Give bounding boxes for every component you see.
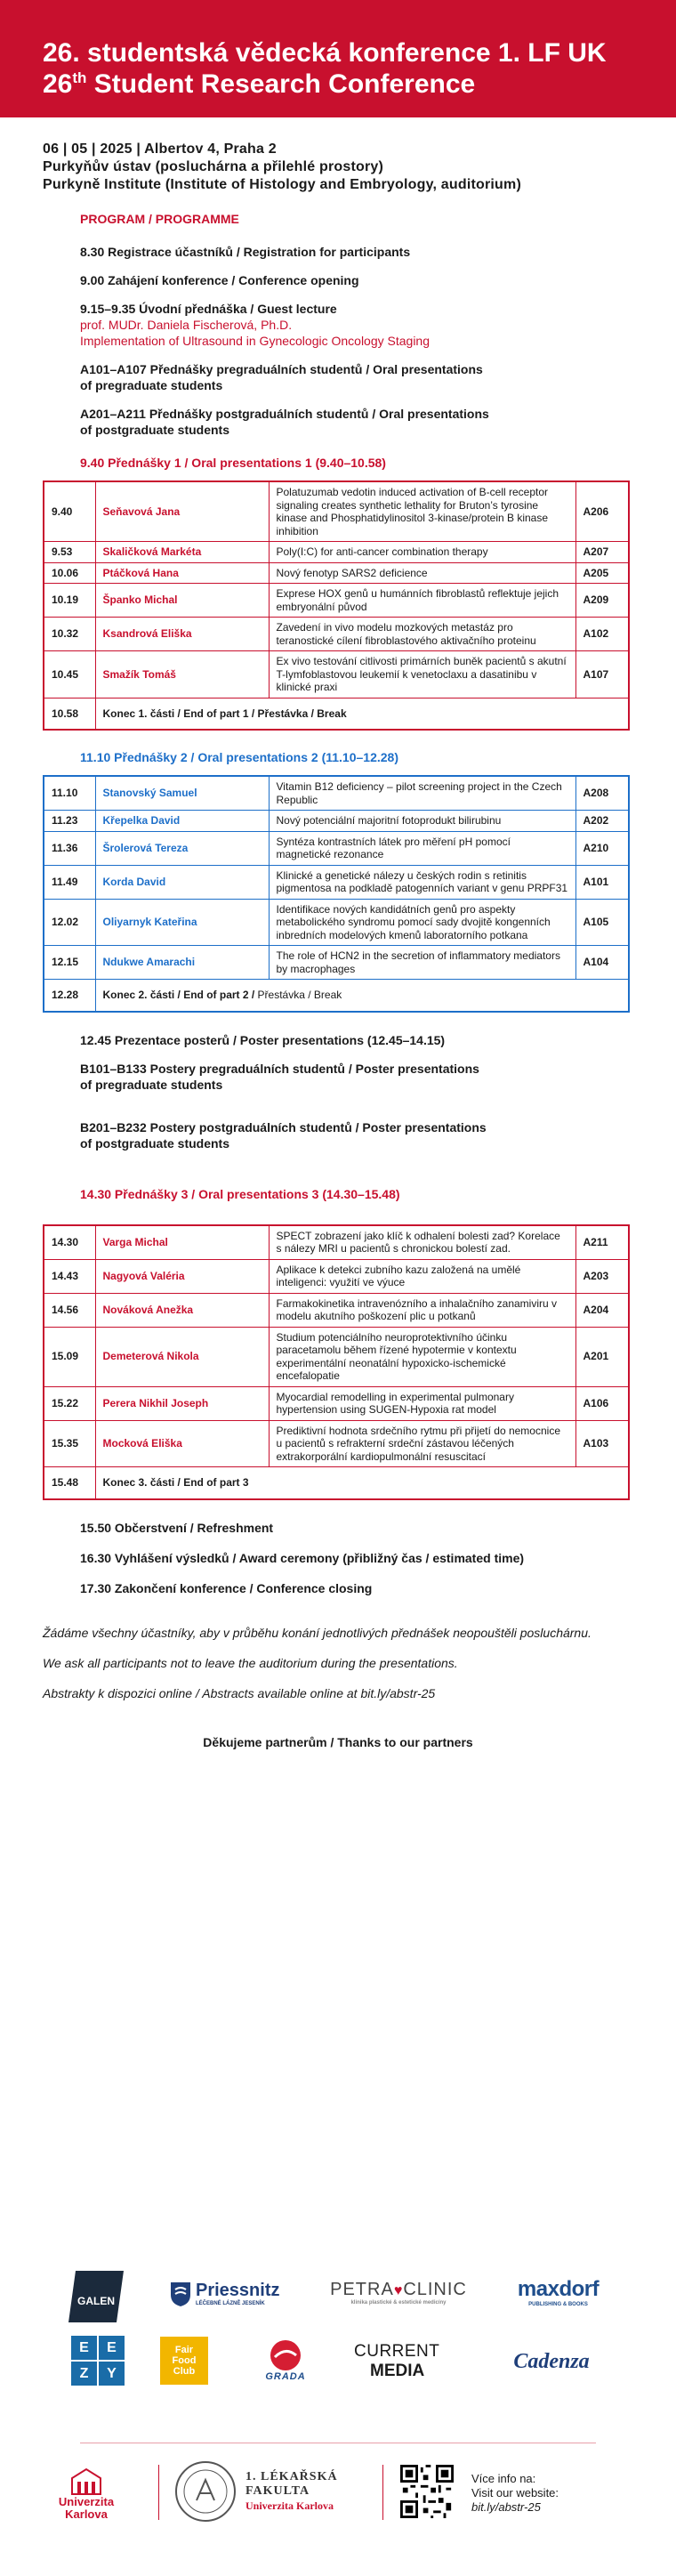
a-pregrad-line2: of pregraduate students	[80, 378, 223, 392]
a-pregrad-line1: A101–A107 Přednášky pregraduálních studentů / Oral presentations	[80, 362, 483, 376]
guest-lecture-title: 9.15–9.35 Úvodní přednáška / Guest lecture	[80, 302, 337, 316]
talk-time: 9.40	[44, 481, 95, 542]
grada-logo	[254, 2335, 317, 2386]
current-media-logo	[354, 2338, 461, 2385]
eezy-logo	[71, 2336, 125, 2386]
session-end-time: 15.48	[44, 1467, 95, 1499]
talk-title: Polatuzumab vedotin induced activation of B-cell receptor signaling creates synthetic lethality for Bruton’s tyrosine kinase and Phosphatidylinositol 3-kinase/protein B kinase inhibition	[269, 481, 575, 542]
refreshment: 15.50 Občerstvení / Refreshment	[80, 1520, 274, 1535]
website-info	[471, 2472, 559, 2515]
talk-time: 14.56	[44, 1293, 95, 1327]
partner-logos	[0, 2242, 676, 2420]
website-link[interactable]: bit.ly/abstr-25	[471, 2500, 541, 2514]
schedule-row	[44, 831, 629, 865]
maxdorf-logo	[503, 2274, 614, 2310]
b-postgrad-line2: of postgraduate students	[80, 1135, 230, 1151]
b-pregrad-line2: of pregraduate students	[80, 1077, 223, 1092]
talk-title: Nový fenotyp SARS2 deficience	[269, 562, 575, 584]
talk-title: Vitamin B12 deficiency – pilot screening project in the Czech Republic	[269, 776, 575, 811]
presenter-name: Nováková Anežka	[95, 1293, 269, 1327]
faculty-seal-icon	[174, 2460, 237, 2523]
session-end-row	[44, 980, 629, 1012]
abstract-code: A101	[575, 865, 629, 899]
schedule-row	[44, 584, 629, 618]
talk-title: Prediktivní hodnota srdečního rytmu při přijetí do nemocnice u pacientů s refrakterní srdeční zástavou léčených extrakorporální kardiopulmonální resuscitací	[269, 1420, 575, 1467]
talk-time: 10.06	[44, 562, 95, 584]
talk-title: Exprese HOX genů u humánních fibroblastů reflektuje jejich embryonální původ	[269, 584, 575, 618]
b-pregrad	[80, 1061, 633, 1093]
first-faculty-logo	[174, 2459, 379, 2524]
schedule-row	[44, 542, 629, 563]
schedule-row	[44, 481, 629, 542]
schedule-row	[44, 1225, 629, 1260]
a-postgrad	[80, 406, 633, 438]
a-postgrad-line1: A201–A211 Přednášky postgraduálních studentů / Oral presentations	[80, 407, 489, 421]
partners-title: Děkujeme partnerům / Thanks to our partners	[203, 1734, 473, 1749]
uk-text-2: Karlova	[65, 2507, 108, 2521]
title-en-rest: Student Research Conference	[86, 69, 476, 99]
media-text: MEDIA	[370, 2362, 425, 2380]
schedule-row	[44, 1259, 629, 1293]
schedule-row	[44, 1386, 629, 1420]
schedule-row	[44, 1420, 629, 1467]
abstract-code: A204	[575, 1293, 629, 1327]
session3-table	[43, 1224, 630, 1500]
talk-time: 15.35	[44, 1420, 95, 1467]
award-ceremony: 16.30 Vyhlášení výsledků / Award ceremony (přibližný čas / estimated time)	[80, 1550, 525, 1565]
programme-title: PROGRAM / PROGRAMME	[80, 212, 239, 226]
current-text: CURRENT	[354, 2342, 440, 2361]
talk-title: Farmakokinetika intravenózního a inhalačního zanamiviru v modelu akutního poškození plic u potkanů	[269, 1293, 575, 1327]
footer	[0, 2456, 676, 2536]
galen-text: GALEN	[77, 2295, 115, 2307]
session-end-time: 10.58	[44, 698, 95, 730]
schedule-row	[44, 562, 629, 584]
fair-food-club-logo: Fair Food Club	[160, 2337, 208, 2385]
abstract-code: A202	[575, 811, 629, 832]
closing-section	[0, 1520, 676, 1596]
a-postgrad-line2: of postgraduate students	[80, 423, 230, 437]
posters-section	[0, 1032, 676, 1201]
abstract-code: A209	[575, 584, 629, 618]
presenter-name: Demeterová Nikola	[95, 1327, 269, 1386]
session-end-label	[95, 698, 629, 730]
header-banner	[0, 0, 676, 117]
uk-text-1: Univerzita	[58, 2495, 115, 2508]
registration: 8.30 Registrace účastníků / Registration for participants	[80, 245, 411, 259]
talk-title: Poly(I:C) for anti-cancer combination therapy	[269, 542, 575, 563]
charles-university-logo	[46, 2461, 126, 2525]
presenter-name: Varga Michal	[95, 1225, 269, 1260]
priessnitz-shield-icon	[169, 2281, 192, 2307]
presenter-name: Křepelka David	[95, 811, 269, 832]
talk-time: 11.10	[44, 776, 95, 811]
venue-info	[0, 117, 676, 194]
presenter-name: Oliyarnyk Kateřina	[95, 899, 269, 946]
presenter-name: Seňavová Jana	[95, 481, 269, 542]
website-label-en: Visit our website:	[471, 2486, 559, 2499]
abstract-code: A103	[575, 1420, 629, 1467]
talk-time: 15.22	[44, 1386, 95, 1420]
session2-heading	[0, 750, 676, 764]
qr-code[interactable]	[398, 2463, 455, 2520]
eezy-letter: Y	[99, 2362, 125, 2386]
venue-cz: Purkyňův ústav (posluchárna a přilehlé prostory)	[43, 159, 384, 174]
abstract-code: A102	[575, 618, 629, 651]
abstract-code: A105	[575, 899, 629, 946]
presenter-name: Smažík Tomáš	[95, 651, 269, 699]
talk-title: Syntéza kontrastních látek pro měření pH pomocí magnetické rezonance	[269, 831, 575, 865]
presenter-name: Ptáčková Hana	[95, 562, 269, 584]
maxdorf-subtext: PUBLISHING & BOOKS	[528, 2302, 588, 2307]
session3-title: 14.30 Přednášky 3 / Oral presentations 3 (14.30–15.48)	[80, 1186, 400, 1201]
talk-time: 11.49	[44, 865, 95, 899]
talk-time: 14.30	[44, 1225, 95, 1260]
session1-title: 9.40 Přednášky 1 / Oral presentations 1 (9.40–10.58)	[80, 456, 386, 470]
talk-title: Zavedení in vivo modelu mozkových metastáz pro teranostické cílení fibroblastového aktivačního proteinu	[269, 618, 575, 651]
b-postgrad-line1: B201–B232 Postery postgraduálních studentů / Poster presentations	[80, 1119, 487, 1135]
schedule-row	[44, 811, 629, 832]
note-online: Abstrakty k dispozici online / Abstracts available online at bit.ly/abstr-25	[43, 1685, 436, 1700]
presenter-name: Nagyová Valéria	[95, 1259, 269, 1293]
grada-text: GRADA	[265, 2371, 306, 2382]
talk-title: Ex vivo testování citlivosti primárních buněk pacientů s akutní T-lymfoblastovou leukemií k venetoclaxu a dasatinibu v klinické praxi	[269, 651, 575, 699]
abstract-code: A208	[575, 776, 629, 811]
session-end-text: Konec 3. části / End of part 3	[102, 1476, 249, 1489]
date-location: 06 | 05 | 2025 | Albertov 4, Praha 2	[43, 141, 277, 157]
talk-time: 10.32	[44, 618, 95, 651]
a-pregrad	[80, 361, 633, 393]
talk-title: Myocardial remodelling in experimental pulmonary hypertension using SUGEN-Hypoxia rat model	[269, 1386, 575, 1420]
abstract-code: A205	[575, 562, 629, 584]
schedule-row	[44, 865, 629, 899]
cadenza-text: Cadenza	[513, 2349, 590, 2373]
grada-icon	[270, 2339, 302, 2371]
schedule-row	[44, 899, 629, 946]
abstract-code: A211	[575, 1225, 629, 1260]
abstract-code: A207	[575, 542, 629, 563]
title-cz: 26. studentská vědecká konference 1. LF UK	[43, 38, 607, 68]
note-cz: Žádáme všechny účastníky, aby v průběhu konání jednotlivých přednášek neopouštěli posluchárnu.	[43, 1625, 592, 1640]
talk-title: Klinické a genetické nálezy u českých rodin s retinitis pigmentosa na podkladě patogenních variant v genu PRPF31	[269, 865, 575, 899]
eezy-letter: E	[71, 2336, 97, 2360]
schedule-row	[44, 1293, 629, 1327]
eezy-letter: E	[99, 2336, 125, 2360]
presenter-name: Skaličková Markéta	[95, 542, 269, 563]
talk-time: 12.15	[44, 946, 95, 980]
galen-logo	[67, 2269, 125, 2324]
presenter-name: Korda David	[95, 865, 269, 899]
schedule-row	[44, 946, 629, 980]
session-end-label	[95, 980, 629, 1012]
presenter-name: Španko Michal	[95, 584, 269, 618]
programme-intro	[0, 212, 676, 470]
venue-en: Purkyně Institute (Institute of Histology and Embryology, auditorium)	[43, 177, 521, 192]
schedule-row	[44, 776, 629, 811]
schedule-row	[44, 618, 629, 651]
talk-title: Studium potenciálního neuroprotektivního účinku paracetamolu během řízené hypotermie v kontextu experimentální neonatální hypoxicko-ischemické encefalopatie	[269, 1327, 575, 1386]
b-pregrad-line1: B101–B133 Postery pregraduálních studentů / Poster presentations	[80, 1061, 479, 1076]
abstract-code: A107	[575, 651, 629, 699]
presenter-name: Mocková Eliška	[95, 1420, 269, 1467]
schedule-row	[44, 651, 629, 699]
eezy-letter: Z	[71, 2362, 97, 2386]
petra-text: PETRA	[330, 2279, 394, 2299]
footer-separator	[382, 2465, 383, 2520]
talk-time: 11.36	[44, 831, 95, 865]
abstract-code: A206	[575, 481, 629, 542]
talk-time: 15.09	[44, 1327, 95, 1386]
title-en	[43, 69, 633, 100]
title-en-number: 26	[43, 69, 73, 99]
cadenza-logo	[498, 2342, 605, 2381]
abstract-code: A210	[575, 831, 629, 865]
note-en: We ask all participants not to leave the auditorium during the presentations.	[43, 1655, 458, 1670]
b-postgrad	[80, 1119, 633, 1151]
website-label-cz: Více info na:	[471, 2472, 536, 2485]
talk-time: 10.45	[44, 651, 95, 699]
talk-title: The role of HCN2 in the secretion of inflammatory mediators by macrophages	[269, 946, 575, 980]
session-end-row	[44, 1467, 629, 1499]
talk-title: Identifikace nových kandidátních genů pro aspekty metabolického syndromu pomocí sady dvojitě kongenních inbredních modelových kmenů laboratorního potkana	[269, 899, 575, 946]
session1-table	[43, 480, 630, 731]
guest-lecture-topic: Implementation of Ultrasound in Gynecologic Oncology Staging	[80, 334, 430, 348]
presenter-name: Perera Nikhil Joseph	[95, 1386, 269, 1420]
talk-time: 9.53	[44, 542, 95, 563]
talk-title: Nový potenciální majoritní fotoprodukt bilirubinu	[269, 811, 575, 832]
talk-time: 11.23	[44, 811, 95, 832]
session-end-row	[44, 698, 629, 730]
opening: 9.00 Zahájení konference / Conference opening	[80, 273, 359, 287]
presenter-name: Šrolerová Tereza	[95, 831, 269, 865]
priessnitz-logo	[169, 2273, 285, 2314]
title-en-sup: th	[72, 69, 87, 86]
qr-code-icon	[400, 2465, 454, 2518]
guest-lecture	[80, 301, 633, 349]
abstract-code: A104	[575, 946, 629, 980]
schedule-row	[44, 1327, 629, 1386]
talk-time: 10.19	[44, 584, 95, 618]
talk-title: SPECT zobrazení jako klíč k odhalení bolesti zad? Korelace s nálezy MRI u pacientů s chronickou bolestí zad.	[269, 1225, 575, 1260]
petra-subtext: klinika plastické & estetické medicíny	[350, 2299, 447, 2305]
abstract-code: A203	[575, 1259, 629, 1293]
session2-table	[43, 775, 630, 1013]
presenter-name: Ndukwe Amarachi	[95, 946, 269, 980]
session-end-break: Přestávka / Break	[257, 989, 342, 1001]
petra-heart-icon: ♥	[393, 2282, 404, 2298]
galen-icon	[67, 2269, 125, 2324]
faculty-text-3: Univerzita Karlova	[245, 2499, 334, 2512]
conference-closing: 17.30 Zakončení konference / Conference closing	[80, 1580, 373, 1595]
faculty-text-1: 1. LÉKAŘSKÁ	[245, 2470, 338, 2483]
abstract-code: A201	[575, 1327, 629, 1386]
session-end-text: Konec 2. části / End of part 2 /	[102, 989, 258, 1001]
abstract-code: A106	[575, 1386, 629, 1420]
session-end-text: Konec 1. části / End of part 1 / Přestávka / Break	[102, 707, 347, 720]
talk-title: Aplikace k detekci zubního kazu založená na umělé inteligenci: využití ve výuce	[269, 1259, 575, 1293]
clinic-text: CLINIC	[403, 2279, 467, 2299]
priessnitz-text: Priessnitz	[196, 2281, 280, 2300]
faculty-text-2: FAKULTA	[245, 2484, 310, 2498]
talk-time: 12.02	[44, 899, 95, 946]
priessnitz-subtext: LÉČEBNÉ LÁZNĚ JESENÍK	[196, 2301, 265, 2306]
footer-separator	[158, 2465, 159, 2520]
petra-clinic-logo	[332, 2274, 465, 2310]
poster-presentation: 12.45 Prezentace posterů / Poster presentations (12.45–14.15)	[80, 1032, 446, 1047]
talk-time: 14.43	[44, 1259, 95, 1293]
presenter-name: Stanovský Samuel	[95, 776, 269, 811]
guest-lecture-speaker: prof. MUDr. Daniela Fischerová, Ph.D.	[80, 318, 293, 332]
session-end-time: 12.28	[44, 980, 95, 1012]
session2-title: 11.10 Přednášky 2 / Oral presentations 2 (11.10–12.28)	[80, 750, 398, 764]
university-building-icon	[68, 2466, 104, 2496]
presenter-name: Ksandrová Eliška	[95, 618, 269, 651]
session-end-label	[95, 1467, 629, 1499]
maxdorf-text: maxdorf	[517, 2277, 600, 2301]
